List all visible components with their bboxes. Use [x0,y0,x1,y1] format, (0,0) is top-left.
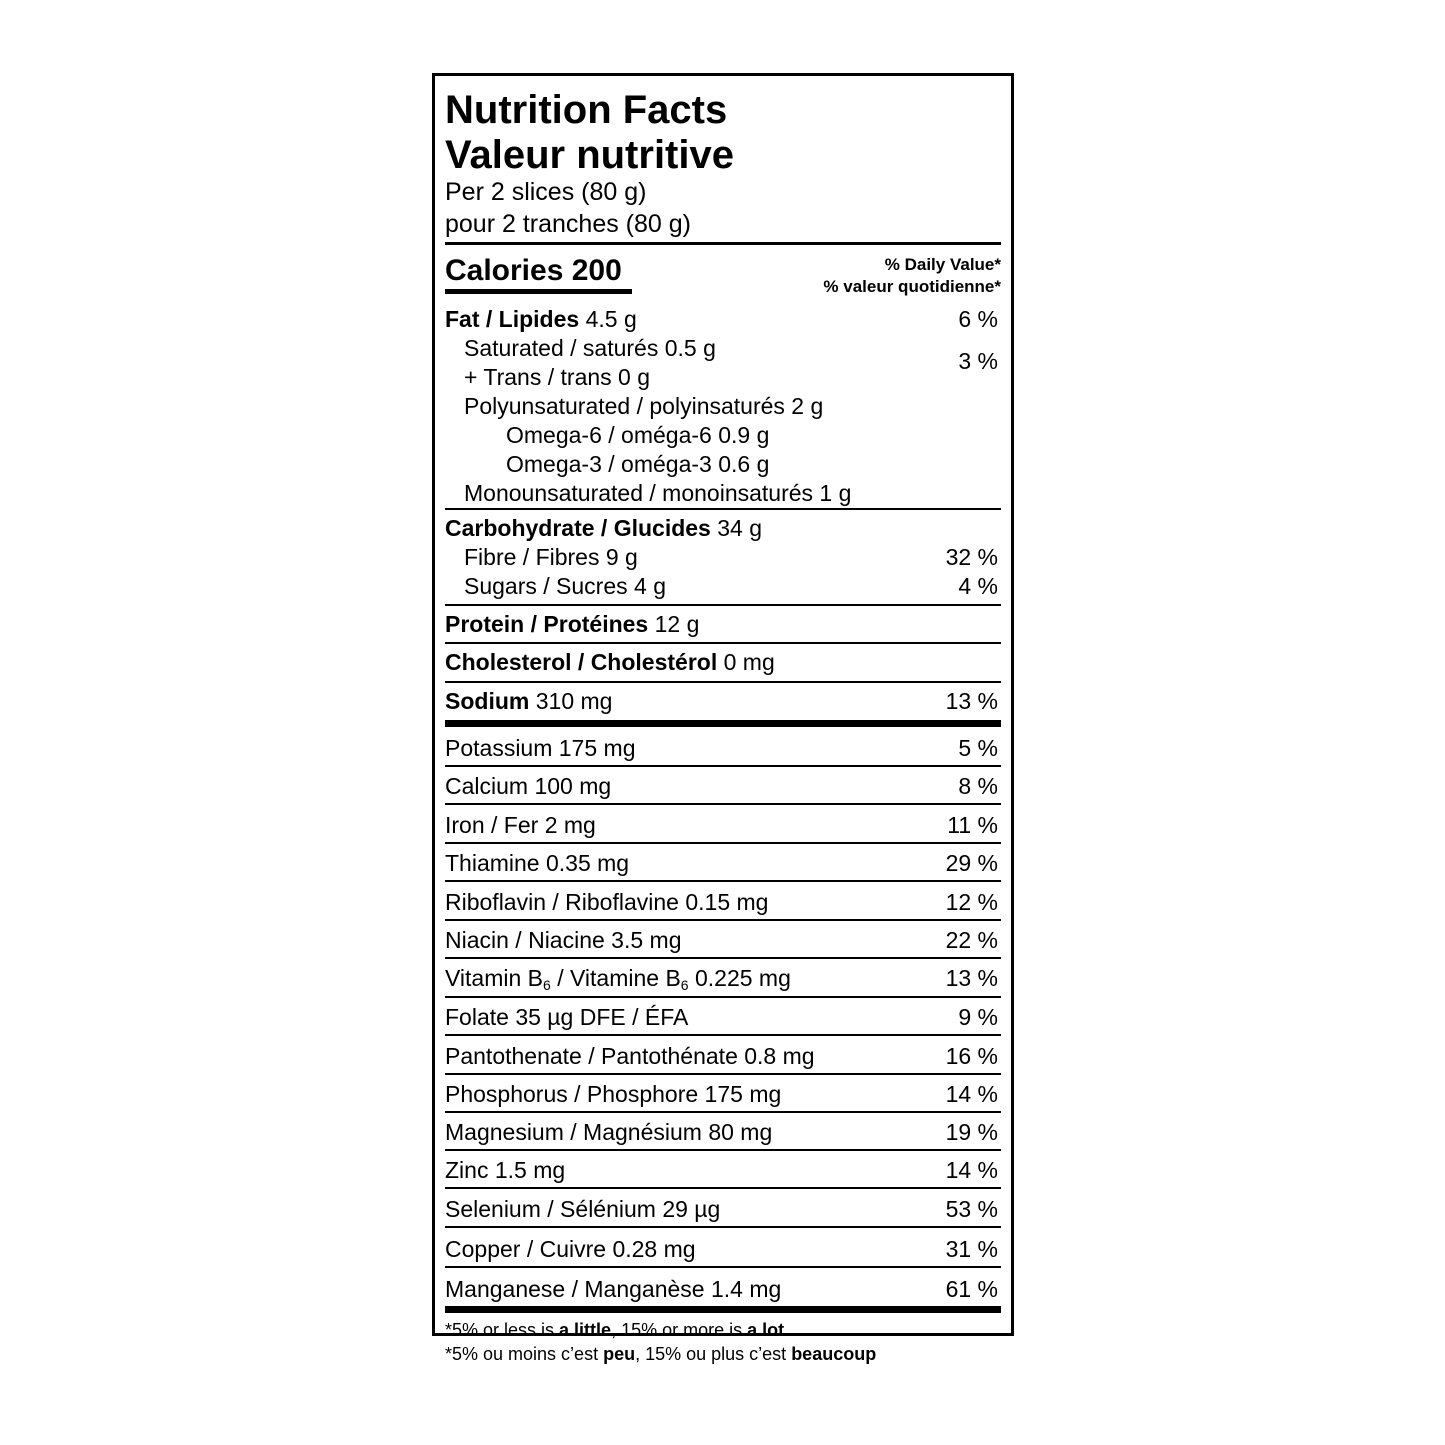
niacin-row: Niacin / Niacine 3.5 mg [445,927,682,953]
magnesium-row: Magnesium / Magnésium 80 mg [445,1119,773,1145]
serving-size-french: pour 2 tranches (80 g) [445,210,691,238]
folate-dv: 9 % [958,1004,998,1030]
phosphorus-row: Phosphorus / Phosphore 175 mg [445,1081,782,1107]
rule-riboflavin [445,919,1001,921]
carbohydrate-amount: 34 g [717,515,763,541]
fibre-row: Fibre / Fibres 9 g [464,544,638,570]
sugars-dv: 4 % [958,573,998,599]
omega3-row: Omega-3 / oméga-3 0.6 g [506,451,770,477]
vitamine-b6-subscript: 6 [680,977,689,993]
riboflavin-row: Riboflavin / Riboflavine 0.15 mg [445,889,769,915]
rule-iron [445,842,1001,844]
footnote-french [445,1345,876,1363]
calories-value: 200 [571,254,622,287]
rule-carbs [445,604,1001,606]
polyunsaturated-row: Polyunsaturated / polyinsaturés 2 g [464,393,824,419]
footnote-fr-part-a: *5% ou moins c’est [445,1344,604,1364]
omega6-row: Omega-6 / oméga-6 0.9 g [506,422,770,448]
copper-dv: 31 % [945,1236,998,1262]
protein-row [445,613,699,636]
rule-copper [445,1266,1001,1268]
footnote-en-a-lot: a lot [747,1320,785,1340]
potassium-dv: 5 % [958,735,998,761]
calories-label: Calories [445,254,564,287]
pantothenate-row: Pantothenate / Pantothénate 0.8 mg [445,1043,815,1069]
folate-row: Folate 35 µg DFE / ÉFA [445,1004,689,1030]
footnote-fr-part-c: , 15% ou plus c’est [635,1344,792,1364]
zinc-row: Zinc 1.5 mg [445,1157,566,1183]
cholesterol-amount: 0 mg [723,649,775,675]
vitamin-b6-part2: / Vitamine B [550,965,681,991]
rule-magnesium [445,1149,1001,1151]
calcium-row: Calcium 100 mg [445,773,612,799]
footnote-en-a-little: a little [559,1320,612,1340]
selenium-row: Selenium / Sélénium 29 µg [445,1196,721,1222]
rule-pantothenate [445,1073,1001,1075]
vitamin-b6-dv: 13 % [945,965,998,991]
nutrition-facts-panel [432,73,1014,1364]
rule-serving [445,242,1001,245]
rule-calcium [445,803,1001,805]
sodium-amount: 310 mg [535,688,613,714]
rule-sodium-thick [445,720,1001,727]
rule-cholesterol [445,681,1001,683]
vitamin-b6-amount: 0.225 mg [688,965,791,991]
footnote-english [445,1321,784,1339]
vitamin-b6-subscript: 6 [543,977,551,993]
saturated-row: Saturated / saturés 0.5 g [464,335,716,361]
rule-selenium [445,1226,1001,1228]
fat-dv: 6 % [958,306,998,332]
iron-dv: 11 % [947,812,998,838]
rule-zinc [445,1187,1001,1189]
rule-phosphorus [445,1111,1001,1113]
calories-line [445,256,622,286]
copper-row: Copper / Cuivre 0.28 mg [445,1236,696,1262]
manganese-dv: 61 % [945,1276,998,1302]
carbohydrate-row [445,517,762,540]
footnote-fr-beaucoup: beaucoup [791,1344,877,1364]
footnote-en-part-a: *5% or less is [445,1320,560,1340]
sodium-dv: 13 % [945,688,998,714]
potassium-row: Potassium 175 mg [445,735,636,761]
rule-vitamin-b6 [445,996,1001,998]
phosphorus-dv: 14 % [945,1081,998,1107]
vitamin-b6-part1: Vitamin B [445,965,544,991]
thiamine-row: Thiamine 0.35 mg [445,850,630,876]
rule-bottom-thick [445,1306,1001,1313]
cholesterol-label: Cholesterol / Cholestérol [445,649,718,675]
manganese-row: Manganese / Manganèse 1.4 mg [445,1276,782,1302]
title-french: Valeur nutritive [445,133,734,177]
magnesium-dv: 19 % [945,1119,998,1145]
selenium-dv: 53 % [945,1196,998,1222]
calories-underline [445,289,632,294]
riboflavin-dv: 12 % [945,889,998,915]
rule-folate [445,1034,1001,1036]
footnote-en-part-c: , 15% or more is [611,1320,748,1340]
vitamin-b6-row [445,965,791,993]
fat-amount: 4.5 g [585,306,637,332]
saturated-trans-dv: 3 % [958,348,998,374]
niacin-dv: 22 % [945,927,998,953]
sugars-row: Sugars / Sucres 4 g [464,573,666,599]
rule-protein [445,642,1001,644]
daily-value-header-french: % valeur quotidienne* [823,277,1001,296]
sodium-label: Sodium [445,688,530,714]
zinc-dv: 14 % [945,1157,998,1183]
carbohydrate-label: Carbohydrate / Glucides [445,515,711,541]
daily-value-header-english: % Daily Value* [884,255,1001,274]
title-english: Nutrition Facts [445,88,728,132]
iron-row: Iron / Fer 2 mg [445,812,596,838]
protein-label: Protein / Protéines [445,611,649,637]
monounsaturated-row: Monounsaturated / monoinsaturés 1 g [464,480,852,506]
serving-size-english: Per 2 slices (80 g) [445,178,647,206]
pantothenate-dv: 16 % [945,1043,998,1069]
rule-niacin [445,957,1001,959]
rule-thiamine [445,880,1001,882]
fibre-dv: 32 % [945,544,998,570]
fat-label: Fat / Lipides [445,306,580,332]
fat-row [445,308,637,331]
calcium-dv: 8 % [958,773,998,799]
thiamine-dv: 29 % [945,850,998,876]
protein-amount: 12 g [654,611,700,637]
sodium-row [445,690,612,713]
rule-potassium [445,765,1001,767]
rule-fat [445,508,1001,510]
trans-row: + Trans / trans 0 g [464,364,651,390]
cholesterol-row [445,651,775,674]
footnote-fr-peu: peu [603,1344,636,1364]
